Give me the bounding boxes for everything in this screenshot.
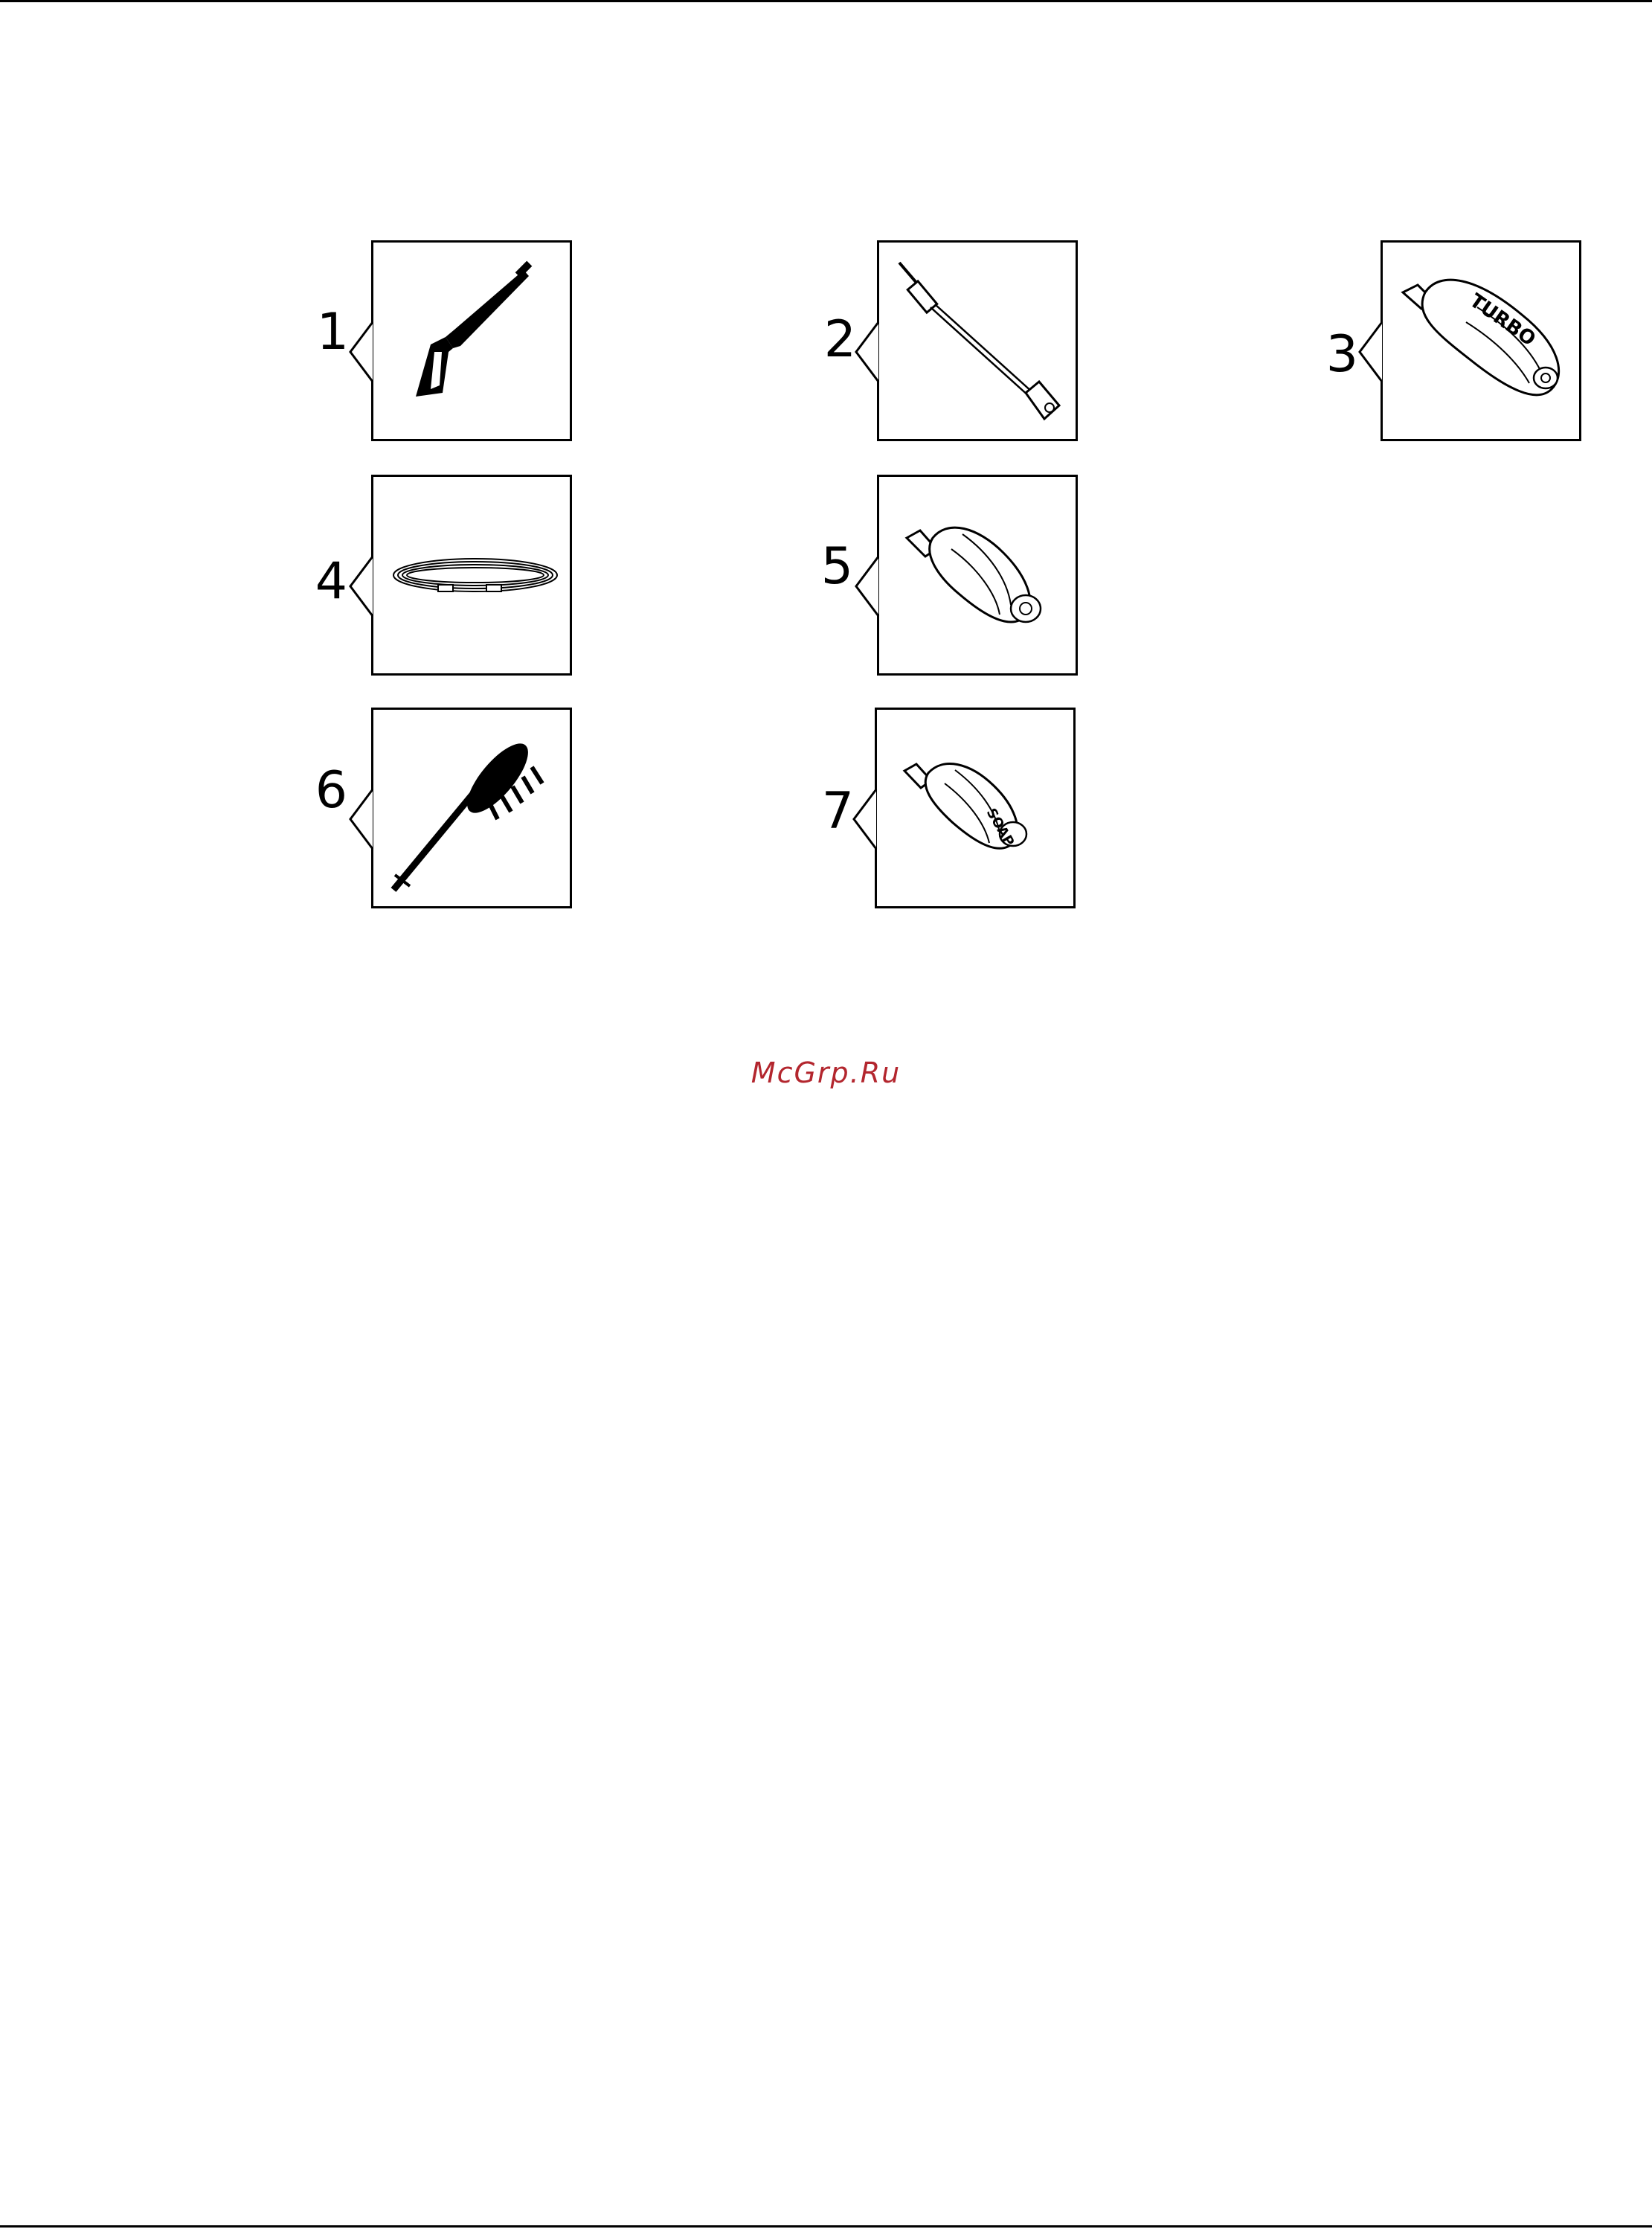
top-rule xyxy=(0,0,1652,2)
figure-item-4 xyxy=(315,475,572,676)
soap-nozzle-icon xyxy=(875,708,1076,908)
turbo-nozzle-icon xyxy=(1381,240,1581,441)
figure-item-6 xyxy=(315,708,572,908)
item-number: 3 xyxy=(1325,325,1358,384)
spray-gun-icon xyxy=(371,240,572,441)
item-number: 5 xyxy=(820,537,853,596)
callout-pointer xyxy=(851,789,878,849)
callout-pointer xyxy=(853,322,880,382)
item-number: 2 xyxy=(823,310,856,369)
bottom-rule xyxy=(0,2225,1652,2228)
brush-icon xyxy=(371,708,572,908)
figure-item-5 xyxy=(820,475,1078,676)
soap-label: SOAP xyxy=(983,806,1018,850)
callout-pointer xyxy=(347,322,374,382)
callout-pointer xyxy=(347,789,374,849)
watermark: McGrp.Ru xyxy=(751,1056,901,1089)
item-number: 1 xyxy=(316,303,349,362)
item-number: 6 xyxy=(315,761,347,820)
item-number: 4 xyxy=(315,552,347,611)
callout-pointer xyxy=(347,557,374,616)
callout-pointer xyxy=(1357,322,1383,382)
figure-item-3 xyxy=(1325,240,1581,441)
turbo-label: TURBO xyxy=(1465,289,1540,351)
lance-icon xyxy=(877,240,1078,441)
hose-icon xyxy=(371,475,572,676)
nozzle-icon xyxy=(877,475,1078,676)
figure-item-1 xyxy=(316,240,572,441)
figure-item-7 xyxy=(821,708,1076,908)
figure-item-2 xyxy=(823,240,1078,441)
item-number: 7 xyxy=(821,782,854,841)
callout-pointer xyxy=(853,557,880,616)
